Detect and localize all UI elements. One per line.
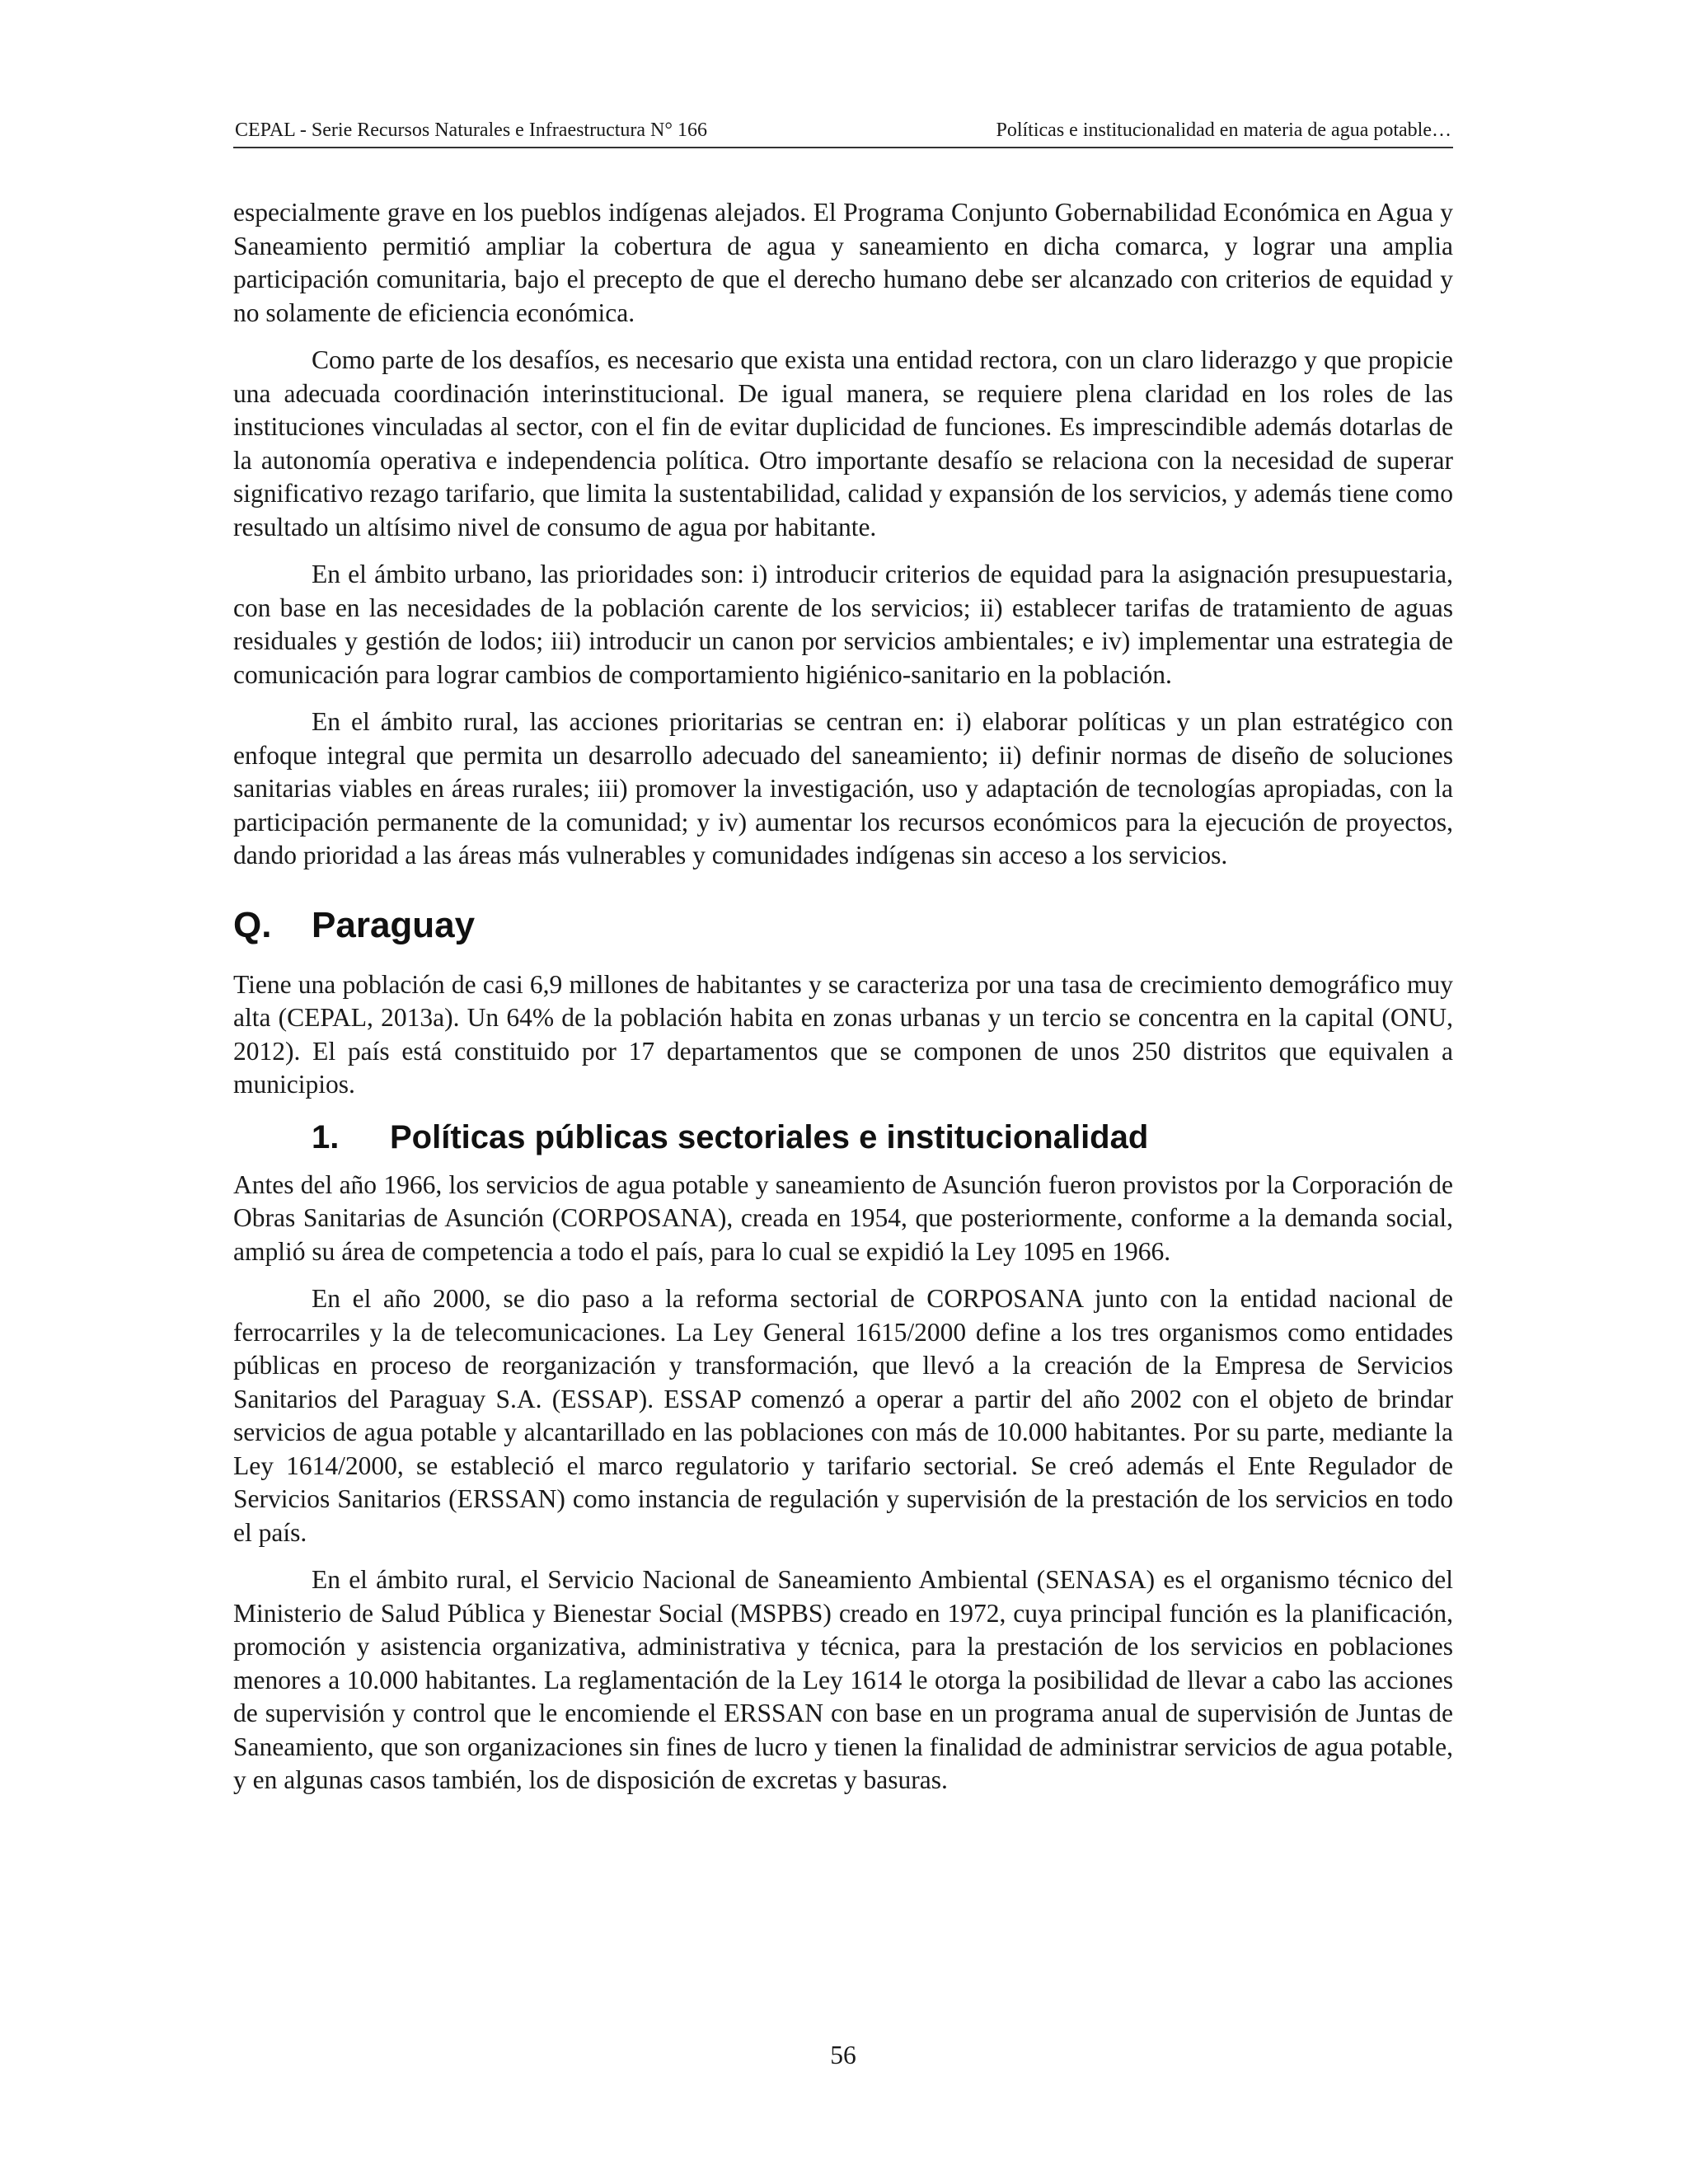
paragraph-history: Antes del año 1966, los servicios de agua potable y saneamiento de Asunción fueron provistos por la Corporación de Obras Sanitarias de Asunción (CORPOSANA), creada en 1954, que posteriormente, conforme a la demanda social, amplió su área de competencia a todo el país, para lo cual se expidió la Ley 1095 en 1966. [233, 1169, 1453, 1266]
document-page [233, 0, 1453, 2184]
subsection-title: Políticas públicas sectoriales e institucionalidad [390, 1118, 1149, 1155]
header-document-title: Políticas e institucionalidad en materia de agua potable… [996, 120, 1451, 141]
header-series-title: CEPAL - Serie Recursos Naturales e Infraestructura N° 166 [235, 120, 707, 141]
subsection-heading [312, 1116, 1453, 1159]
document-body [233, 196, 1453, 1811]
paragraph-rural-priorities: En el ámbito rural, las acciones prioritarias se centran en: i) elaborar políticas y un plan estratégico con enfoque integral que permita un desarrollo adecuado del saneamiento; ii) definir normas de diseño de soluciones sanitarias viables en áreas rurales; iii) promover la investigación, uso y adaptación de tecnologías apropiadas, con la participación permanente de la comunidad; y iv) aumentar los recursos económicos para la ejecución de proyectos, dando prioridad a las áreas más vulnerables y comunidades indígenas sin acceso a los servicios. [233, 707, 1453, 869]
running-header [233, 114, 1453, 148]
section-title: Paraguay [312, 904, 476, 945]
paragraph-rural-senasa: En el ámbito rural, el Servicio Nacional de Saneamiento Ambiental (SENASA) es el organismo técnico del Ministerio de Salud Pública y Bienestar Social (MSPBS) creado en 1972, cuya principal función es la planificación, promoción y asistencia organizativa, administrativa y técnica, para la prestación de los servicios en poblaciones menores a 10.000 habitantes. La reglamentación de la Ley 1614 le otorga la posibilidad de llevar a cabo las acciones de supervisión y control que le encomiende el ERSSAN con base en un programa anual de supervisión de Juntas de Saneamiento, que son organizaciones sin fines de lucro y tienen la finalidad de administrar servicios de agua potable, y en algunas casos también, los de disposición de excretas y basuras. [233, 1565, 1453, 1794]
paragraph-section-intro: Tiene una población de casi 6,9 millones de habitantes y se caracteriza por una tasa de crecimiento demográfico muy alta (CEPAL, 2013a). Un 64% de la población habita en zonas urbanas y un tercio se concentra en la capital (ONU, 2012). El país está constituido por 17 departamentos que se componen de unos 250 distritos que equivalen a municipios. [233, 969, 1453, 1099]
section-number: Q. [233, 904, 272, 945]
section-heading [233, 902, 1453, 949]
paragraph-reform: En el año 2000, se dio paso a la reforma sectorial de CORPOSANA junto con la entidad nacional de ferrocarriles y la de telecomunicaciones. La Ley General 1615/2000 define a los tres organismos como entidades públicas en proceso de reorganización y transformación, que llevó a la creación de la Empresa de Servicios Sanitarios del Paraguay S.A. (ESSAP). ESSAP comenzó a operar a partir del año 2002 con el objeto de brindar servicios de agua potable y alcantarillado en las poblaciones con más de 10.000 habitantes. Por su parte, mediante la Ley 1614/2000, se estableció el marco regulatorio y tarifario sectorial. Se creó además el Ente Regulador de Servicios Sanitarios (ERSSAN) como instancia de regulación y supervisión de la prestación de los servicios en todo el país. [233, 1284, 1453, 1547]
page-number: 56 [830, 2041, 856, 2069]
paragraph-continued: especialmente grave en los pueblos indígenas alejados. El Programa Conjunto Gobernabilidad Económica en Agua y Saneamiento permitió ampliar la cobertura de agua y saneamiento en dicha comarca, y lograr una amplia participación comunitaria, bajo el precepto de que el derecho humano debe ser alcanzado con criterios de equidad y no solamente de eficiencia económica. [233, 198, 1453, 327]
paragraph-challenges: Como parte de los desafíos, es necesario que exista una entidad rectora, con un claro liderazgo y que propicie una adecuada coordinación interinstitucional. De igual manera, se requiere plena claridad en los roles de las instituciones vinculadas al sector, con el fin de evitar duplicidad de funciones. Es imprescindible además dotarlas de la autonomía operativa e independencia política. Otro importante desafío se relaciona con la necesidad de superar significativo rezago tarifario, que limita la sustentabilidad, calidad y expansión de los servicios, y además tiene como resultado un altísimo nivel de consumo de agua por habitante. [233, 345, 1453, 541]
subsection-number: 1. [312, 1118, 340, 1155]
paragraph-urban-priorities: En el ámbito urbano, las prioridades son: i) introducir criterios de equidad para la asignación presupuestaria, con base en las necesidades de la población carente de los servicios; ii) establecer tarifas de tratamiento de aguas residuales y gestión de lodos; iii) introducir un canon por servicios ambientales; e iv) implementar una estrategia de comunicación para lograr cambios de comportamiento higiénico-sanitario en la población. [233, 560, 1453, 689]
